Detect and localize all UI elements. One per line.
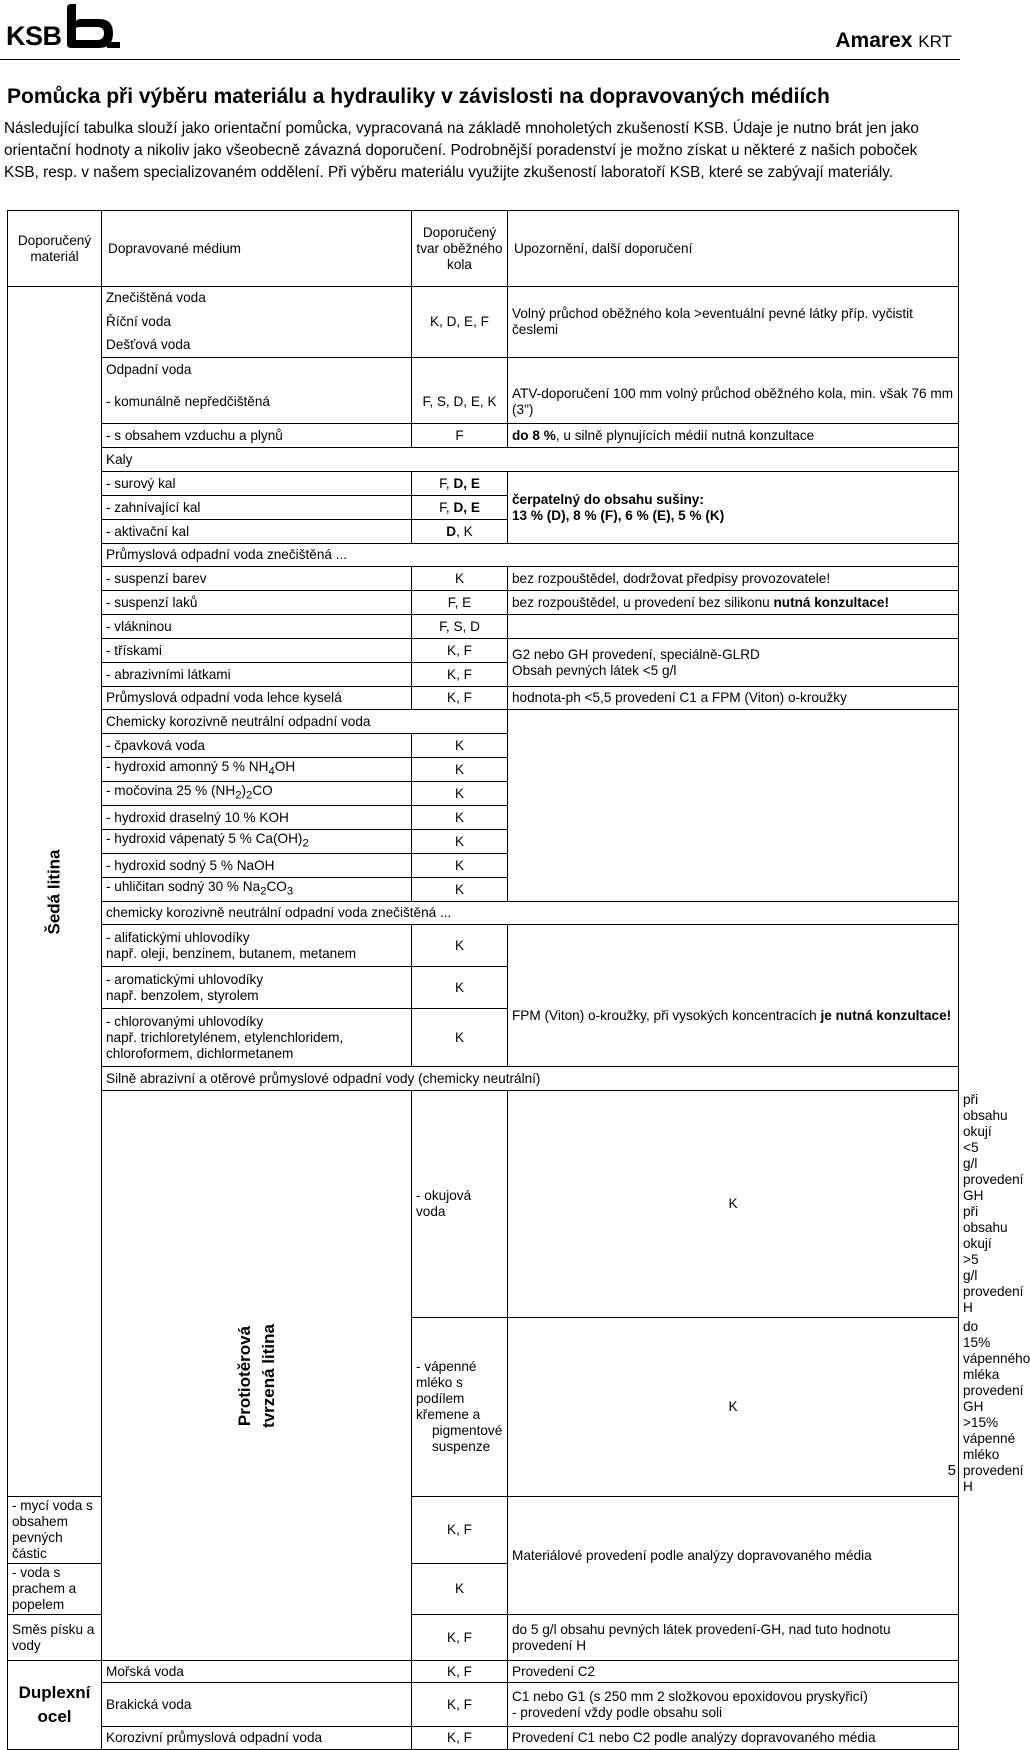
impeller-cell: K, F — [412, 1497, 508, 1564]
impeller-cell — [412, 472, 508, 496]
table-row — [8, 1067, 959, 1091]
impeller-cell: K — [412, 806, 508, 830]
table-row — [8, 925, 959, 967]
impeller-cell: K — [412, 782, 508, 806]
notes-cell: Materiálové provedení podle analýzy dopravovaného média — [508, 1497, 959, 1615]
table-row — [8, 544, 959, 567]
medium-cell — [102, 782, 412, 806]
subscript: 2 — [302, 837, 309, 850]
notes-cell: Provedení C1 nebo C2 podle analýzy dopravovaného média — [508, 1727, 959, 1750]
material-duplex-steel-label — [19, 1683, 91, 1726]
notes-cell — [508, 424, 959, 448]
notes-text: při obsahu okují <5 g/l provedení GH — [963, 1092, 1024, 1203]
medium-cell — [412, 1318, 508, 1497]
header-impeller: Doporučený tvar oběžného kola — [412, 211, 508, 287]
table-row — [8, 424, 959, 448]
notes-cell — [508, 830, 959, 854]
medium-cell: - suspenzí laků — [102, 591, 412, 615]
product-name-bold: Amarex — [835, 29, 913, 52]
medium-text: - aromatickými uhlovodíky — [106, 971, 264, 987]
medium-cell: Odpadní voda — [102, 358, 412, 382]
impeller-cell: K — [412, 967, 508, 1009]
brand-text: KSB — [6, 21, 62, 51]
medium-cell — [102, 830, 412, 854]
impeller-cell: K — [508, 1318, 959, 1497]
notes-cell — [508, 358, 959, 382]
notes-cell: bez rozpouštědel, dodržovat předpisy provozovatele! — [508, 567, 959, 591]
medium-cell: - komunálně nepředčištěná — [102, 382, 412, 424]
material-grey-iron — [8, 287, 102, 1497]
table-row — [8, 806, 959, 830]
medium-cell: - třískami — [102, 639, 412, 663]
table-row — [8, 967, 959, 1009]
impeller-cell: K, F — [412, 687, 508, 710]
table-row — [8, 1683, 959, 1727]
medium-cell: - s obsahem vzduchu a plynů — [102, 424, 412, 448]
table-row — [8, 710, 959, 734]
medium-cell: Průmyslová odpadní voda lehce kyselá — [102, 687, 412, 710]
medium-cell: - mycí voda s obsahem pevných částic — [8, 1497, 102, 1564]
product-name — [835, 30, 952, 51]
table-row — [8, 448, 959, 472]
impeller-cell: K — [412, 830, 508, 854]
notes-cell — [508, 615, 959, 639]
table-row — [8, 782, 959, 806]
notes-cell — [508, 710, 959, 734]
table-row — [8, 734, 959, 758]
impeller-cell: K — [412, 758, 508, 782]
notes-cell — [508, 782, 959, 806]
medium-cell: - surový kal — [102, 472, 412, 496]
impeller-cell: K, F — [412, 1683, 508, 1727]
impeller-cell: K, F — [412, 1661, 508, 1683]
medium-cell — [102, 967, 412, 1009]
notes-text: FPM (Viton) o-kroužky, při vysokých koncentracích — [512, 1008, 821, 1024]
medium-cell — [102, 878, 412, 902]
ksb-b-logo-icon — [63, 2, 121, 50]
table-header-row — [8, 211, 959, 287]
notes-text: G2 nebo GH provedení, speciálně-GLRD — [512, 646, 760, 662]
impeller-bold: D, E — [453, 499, 480, 515]
table-row — [8, 639, 959, 663]
table-row — [8, 567, 959, 591]
table-row — [8, 687, 959, 710]
table-row — [8, 382, 959, 424]
impeller-cell: K — [412, 925, 508, 967]
impeller-cell: F, S, D, E, K — [412, 382, 508, 424]
impeller-cell: K — [412, 567, 508, 591]
medium-cell: - voda s prachem a popelem — [8, 1564, 102, 1615]
table-row — [8, 615, 959, 639]
notes-bold: do 8 % — [512, 427, 556, 443]
subscript: 2 — [235, 789, 242, 802]
material-grey-iron-label: Šedá litina — [44, 848, 64, 935]
medium-text: OH — [274, 759, 296, 775]
table-row — [8, 287, 959, 310]
table-row — [8, 878, 959, 902]
medium-text: - alifatickými uhlovodíky — [106, 929, 250, 945]
ksb-logo — [6, 2, 116, 50]
notes-text: při obsahu okují >5 g/l provedení H — [963, 1204, 1024, 1315]
header-notes: Upozornění, další doporučení — [508, 211, 959, 287]
impeller-text: F, — [439, 475, 454, 491]
impeller-cell: K, F — [412, 1615, 508, 1661]
subscript: 2 — [246, 789, 253, 802]
notes-text: , u silně plynujících médií nutná konzultace — [555, 427, 815, 443]
material-selection-table — [7, 210, 1030, 1750]
notes-text: >15% vápenné mléko provedení H — [963, 1415, 1024, 1494]
medium-cell: - okujová voda — [412, 1091, 508, 1318]
medium-text: ) — [241, 783, 247, 799]
subscript: 2 — [260, 885, 267, 898]
medium-text: např. benzolem, styrolem — [106, 987, 259, 1003]
table-row — [8, 902, 959, 925]
notes-cell: Provedení C2 — [508, 1661, 959, 1683]
page-number: 5 — [947, 1462, 956, 1479]
notes-text: C1 nebo G1 (s 250 mm 2 složkovou epoxidovou pryskyřicí) — [512, 1688, 868, 1704]
medium-text: - chlorovanými uhlovodíky — [106, 1013, 264, 1029]
impeller-cell — [412, 520, 508, 544]
impeller-cell: F — [412, 424, 508, 448]
impeller-bold: D — [446, 523, 457, 539]
table-row — [8, 830, 959, 854]
medium-cell: Mořská voda — [102, 1661, 412, 1683]
medium-cell: Dešťová voda — [102, 334, 412, 358]
page-title: Pomůcka při výběru materiálu a hydrauliky v závislosti na dopravovaných médiích — [7, 85, 830, 108]
impeller-text: , K — [456, 523, 473, 539]
impeller-cell: K — [508, 1091, 959, 1318]
material-label-line: Duplexní — [18, 1683, 91, 1702]
medium-cell: - vlákninou — [102, 615, 412, 639]
impeller-text: F, — [439, 499, 454, 515]
table-row — [8, 1091, 959, 1318]
medium-cell: Znečištěná voda — [102, 287, 412, 310]
impeller-cell: F, S, D — [412, 615, 508, 639]
subscript: 3 — [286, 885, 294, 898]
notes-cell: ATV-doporučení 100 mm volný průchod oběžného kola, min. však 76 mm (3") — [508, 382, 959, 424]
medium-cell: - abrazivními látkami — [102, 663, 412, 687]
table-row — [8, 591, 959, 615]
medium-cell: Směs písku a vody — [8, 1615, 102, 1661]
impeller-cell: K, F — [412, 639, 508, 663]
medium-cell: - hydroxid draselný 10 % KOH — [102, 806, 412, 830]
impeller-cell: K — [412, 854, 508, 878]
notes-cell — [508, 758, 959, 782]
medium-text: - hydroxid vápenatý 5 % Ca(OH) — [106, 831, 303, 847]
medium-text: CO — [266, 879, 287, 895]
impeller-cell: K — [412, 1564, 508, 1615]
medium-cell: - suspenzí barev — [102, 567, 412, 591]
medium-group-cell: Silně abrazivní a otěrové průmyslové odpadní vody (chemicky neutrální) — [102, 1067, 959, 1091]
notes-cell — [508, 734, 959, 758]
medium-cell: - čpavková voda — [102, 734, 412, 758]
impeller-cell: K — [412, 734, 508, 758]
intro-paragraph: Následující tabulka slouží jako orientační pomůcka, vypracovaná na základě mnoholetých zkušeností KSB. Údaje je nutno brát jen jako orientační hodnoty a nikoliv jako všeobecně závazná doporučení. Podrobnější poradenství je možno získat u některé z našich poboček KSB, resp. v našem specializovaném oddělení. Při výběru materiálu využijte zkušeností laboratoří KSB, které se zabývají materiály. — [4, 120, 919, 181]
medium-text: - močovina 25 % (NH — [106, 783, 236, 799]
table-row — [8, 758, 959, 782]
impeller-cell — [412, 358, 508, 382]
notes-bold: čerpatelný do obsahu sušiny: — [512, 491, 704, 507]
notes-cell — [508, 878, 959, 902]
notes-bold: 13 % (D), 8 % (F), 6 % (E), 5 % (K) — [512, 507, 725, 523]
table-row — [8, 472, 959, 496]
medium-group-cell: Průmyslová odpadní voda znečištěná ... — [102, 544, 959, 567]
impeller-cell: K, F — [412, 1727, 508, 1750]
material-label-line: ocel — [37, 1707, 72, 1726]
medium-cell: Korozivní průmyslová odpadní voda — [102, 1727, 412, 1750]
notes-cell — [508, 591, 959, 615]
material-label-line: tvrzená litina — [258, 1323, 278, 1428]
medium-text: - vápenné mléko s podílem křemene a — [416, 1359, 481, 1422]
impeller-cell — [412, 496, 508, 520]
notes-text: - provedení vždy podle obsahu soli — [512, 1704, 723, 1720]
header-material: Doporučený materiál — [8, 211, 102, 287]
notes-cell — [508, 967, 959, 1067]
notes-cell — [508, 472, 959, 544]
table-row — [8, 854, 959, 878]
notes-cell — [508, 1683, 959, 1727]
material-label-line: Protiotěrová — [234, 1325, 254, 1426]
header-medium: Dopravované médium — [102, 211, 412, 287]
notes-cell: hodnota-ph <5,5 provedení C1 a FPM (Viton) o-kroužky — [508, 687, 959, 710]
medium-text: např. trichloretylénem, etylenchloridem, chloroformem, dichlormetanem — [106, 1029, 344, 1061]
medium-cell — [102, 925, 412, 967]
notes-cell: do 5 g/l obsahu pevných látek provedení-GH, nad tuto hodnotu provedení H — [508, 1615, 959, 1661]
notes-cell: Volný průchod oběžného kola >eventuální pevné látky příp. vyčistit česlemi — [508, 287, 959, 358]
impeller-cell: K, D, E, F — [412, 287, 508, 358]
medium-cell — [102, 1009, 412, 1067]
table-row — [8, 358, 959, 382]
material-abrasion-iron — [102, 1091, 412, 1661]
product-name-suffix: KRT — [918, 32, 952, 51]
impeller-cell: F, E — [412, 591, 508, 615]
table-row — [8, 1661, 959, 1683]
medium-cell: Říční voda — [102, 310, 412, 334]
notes-text: do 15% vápenného mléka provedení GH — [963, 1319, 1030, 1414]
medium-cell: Brakická voda — [102, 1683, 412, 1727]
medium-cell — [102, 758, 412, 782]
medium-group-cell: Kaly — [102, 448, 959, 472]
medium-text: - hydroxid amonný 5 % NH — [106, 759, 269, 775]
notes-cell — [508, 806, 959, 830]
medium-cell: - zahnívající kal — [102, 496, 412, 520]
medium-text: - uhličitan sodný 30 % Na — [106, 879, 261, 895]
medium-cell: - hydroxid sodný 5 % NaOH — [102, 854, 412, 878]
notes-cell — [508, 639, 959, 687]
impeller-cell: K — [412, 1009, 508, 1067]
medium-cell: - aktivační kal — [102, 520, 412, 544]
medium-text: CO — [252, 783, 273, 799]
medium-text: pigmentové suspenze — [432, 1423, 503, 1454]
notes-bold: nutná konzultace! — [773, 594, 890, 610]
notes-text: Obsah pevných látek <5 g/l — [512, 662, 677, 678]
medium-group-cell: chemicky korozivně neutrální odpadní voda znečištěná ... — [102, 902, 959, 925]
impeller-cell: K — [412, 878, 508, 902]
material-duplex-steel — [8, 1661, 102, 1750]
header-divider — [0, 59, 960, 60]
notes-cell — [508, 925, 959, 967]
notes-text: bez rozpouštědel, u provedení bez silikonu — [512, 594, 774, 610]
notes-cell — [508, 854, 959, 878]
medium-text: např. oleji, benzinem, butanem, metanem — [106, 945, 357, 961]
table-row — [8, 1727, 959, 1750]
subscript: 4 — [268, 765, 275, 778]
material-abrasion-iron-label — [232, 1324, 280, 1428]
notes-bold: je nutná konzultace! — [820, 1008, 952, 1024]
medium-group-cell: Chemicky korozivně neutrální odpadní voda — [102, 710, 508, 734]
impeller-cell: K, F — [412, 663, 508, 687]
impeller-bold: D, E — [453, 475, 480, 491]
